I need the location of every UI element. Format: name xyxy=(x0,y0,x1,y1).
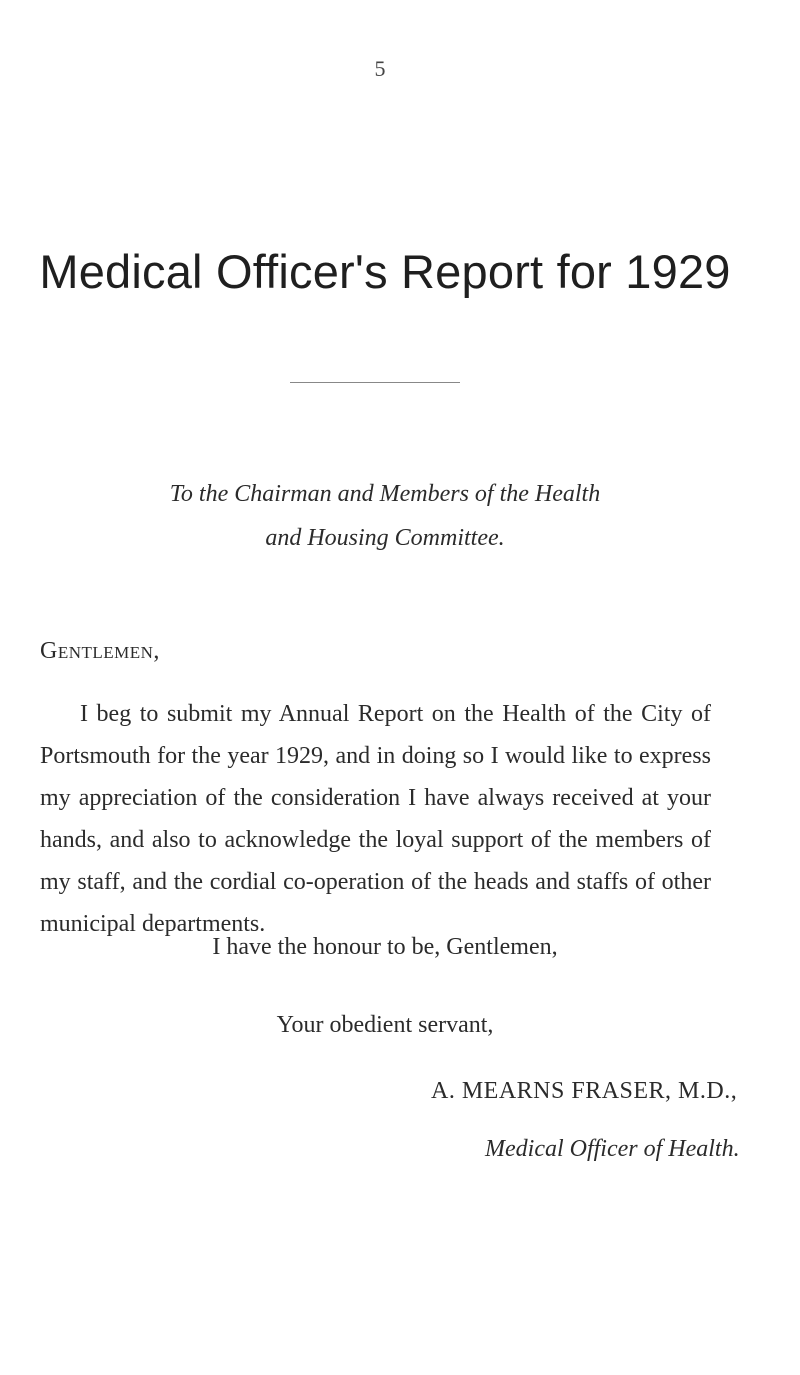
address-line-1: To the Chairman and Members of the Health xyxy=(169,481,601,507)
title-divider xyxy=(290,382,460,383)
signature-name: A. MEARNS FRASER, M.D., xyxy=(431,1078,738,1104)
page-title: Medical Officer's Report for 1929 xyxy=(39,245,731,298)
page-number: 5 xyxy=(374,56,386,81)
salutation xyxy=(40,638,160,665)
signature-title: Medical Officer of Health. xyxy=(485,1136,740,1162)
address-line-2: and Housing Committee. xyxy=(265,525,505,551)
salutation-text: Gentlemen, xyxy=(40,638,160,664)
body-paragraph: I beg to submit my Annual Report on the Health of the City of Portsmouth for the year 1929, and in doing so I would like to express my appreciation of the consideration I have always received at your hands, and also to acknowledge the loyal support of the members of my staff, and the cordial co-operation of the heads and staffs of other municipal departments. xyxy=(40,701,711,937)
address-block xyxy=(0,472,770,560)
closing-line-2: Your obedient servant, xyxy=(276,1012,494,1038)
closing-line-1: I have the honour to be, Gentlemen, xyxy=(212,934,558,960)
